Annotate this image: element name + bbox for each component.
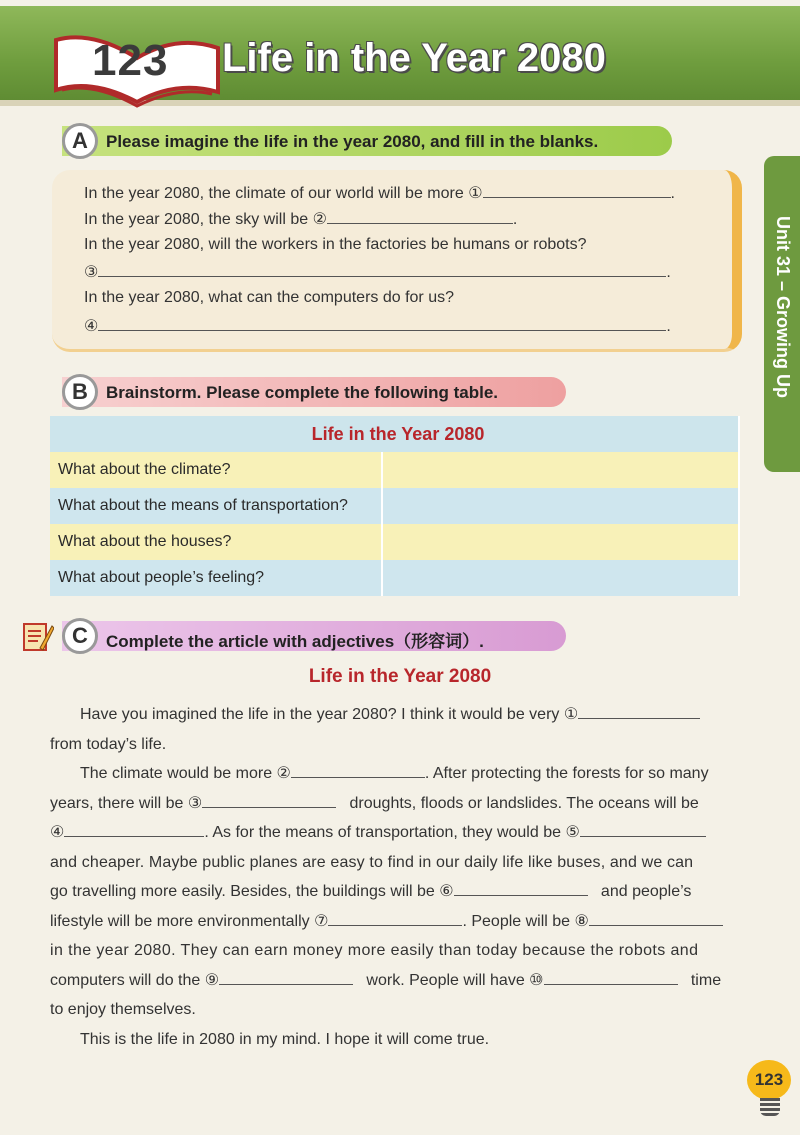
article-blank-5[interactable] xyxy=(580,823,706,837)
section-c-badge: C xyxy=(62,618,98,654)
section-a-instruction: Please imagine the life in the year 2080, and fill in the blanks. xyxy=(106,132,599,151)
section-a-badge: A xyxy=(62,123,98,159)
article-body: Have you imagined the life in the year 2080? I think it would be very ① from today’s life. The climate would be more ② . After protecting the forests for so many years, there will be ③ droughts, floods or landslides. The oceans will be ④ . As for the means of transportation, they would be ⑤ and cheaper. Maybe public planes are easy to find in our daily life like buses, and we can go travelling more easily. Besides, the buildings will be ⑥ and people’s lifestyle will be more environmentally ⑦ . People will be ⑧ in the year 2080. They can earn money more easily than today because the robots and computers will do the ⑨ work. People will have ⑩ time to enjoy themselves. This is the life in 2080 in my mind. I hope it will come true. xyxy=(50,706,722,1048)
table-row: What about the means of transportation? xyxy=(50,488,739,524)
article-blank-8[interactable] xyxy=(589,912,723,926)
article-blank-6[interactable] xyxy=(454,882,588,896)
table-row: What about the houses? xyxy=(50,524,739,560)
question-2: In the year 2080, the sky will be ② . xyxy=(84,211,518,228)
answer-cell[interactable] xyxy=(382,452,739,488)
answer-blank-3[interactable] xyxy=(98,263,666,277)
article-title: Life in the Year 2080 xyxy=(308,666,492,687)
section-b-badge: B xyxy=(62,374,98,410)
article-blank-4[interactable] xyxy=(64,823,204,837)
answer-cell[interactable] xyxy=(382,560,739,596)
question-4: In the year 2080, what can the computers do for us? xyxy=(84,289,454,306)
table-title: Life in the Year 2080 xyxy=(50,416,739,452)
section-c-instruction: Complete the article with adjectives（形容词）. xyxy=(106,632,484,651)
article-blank-3[interactable] xyxy=(202,794,336,808)
table-row: What about people’s feeling? xyxy=(50,560,739,596)
bulb-base-icon xyxy=(760,1098,780,1116)
writing-pencil-icon xyxy=(22,620,54,654)
section-a-bar xyxy=(62,126,672,156)
table-row: What about the climate? xyxy=(50,452,739,488)
article-blank-2[interactable] xyxy=(291,764,425,778)
answer-cell[interactable] xyxy=(382,488,739,524)
question-3-answer: ③ . xyxy=(84,264,671,281)
article-blank-10[interactable] xyxy=(544,971,678,985)
answer-blank-4[interactable] xyxy=(98,317,666,331)
unit-number: 123 xyxy=(92,36,169,85)
article-blank-7[interactable] xyxy=(328,912,462,926)
section-c-bar xyxy=(62,621,566,651)
section-b-instruction: Brainstorm. Please complete the following table. xyxy=(106,383,499,402)
question-4-answer: ④ . xyxy=(84,318,671,335)
section-b-bar xyxy=(62,377,566,407)
question-1: In the year 2080, the climate of our world will be more ① . xyxy=(84,185,675,202)
answer-blank-2[interactable] xyxy=(327,210,513,224)
page-number-bulb-icon: 123 xyxy=(747,1060,791,1100)
article-blank-1[interactable] xyxy=(578,705,700,719)
question-3: In the year 2080, will the workers in the factories be humans or robots? xyxy=(84,236,587,253)
brainstorm-table xyxy=(50,416,740,596)
answer-blank-1[interactable] xyxy=(483,184,671,198)
article-blank-9[interactable] xyxy=(219,971,353,985)
page-title: Life in the Year 2080 xyxy=(222,36,606,80)
unit-side-tab xyxy=(764,156,800,472)
answer-cell[interactable] xyxy=(382,524,739,560)
unit-side-label: Unit 31 – Growing Up xyxy=(773,216,793,399)
